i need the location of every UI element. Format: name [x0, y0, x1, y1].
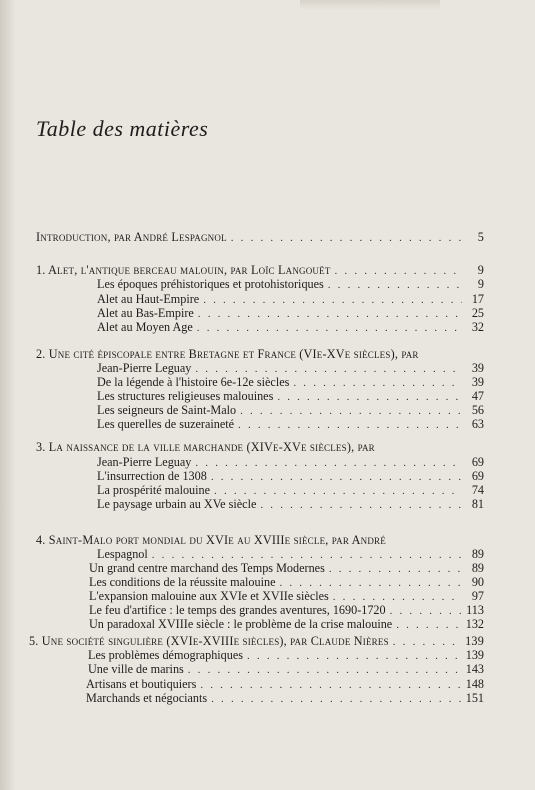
- toc-entry: [97, 417, 484, 432]
- toc-page-number: 74: [471, 483, 484, 497]
- leader-dots: [195, 362, 462, 376]
- toc-entry-title: Les problèmes démographiques: [88, 648, 244, 662]
- leader-dots: [195, 456, 462, 470]
- chapter-heading-4: 4. Saint-Malo port mondial du XVIe au XVIIIe siècle, par André: [36, 533, 386, 547]
- leader-dots: [240, 404, 462, 418]
- toc-page-number: 151: [465, 691, 484, 705]
- toc-entry-title: Les conditions de la réussite malouine: [89, 575, 276, 589]
- toc-entry-title: Les époques préhistoriques et protohistoriques: [97, 277, 324, 291]
- page-top-bleed: [300, 0, 440, 10]
- toc-entry-title: Les structures religieuses malouines: [97, 389, 274, 403]
- leader-dots: [280, 576, 463, 590]
- leader-dots: [214, 484, 462, 498]
- toc-entry-title: L'expansion malouine aux XVIe et XVIIe siècles: [89, 589, 329, 603]
- toc-entry-title: De la légende à l'histoire 6e-12e siècles: [97, 375, 290, 389]
- chapter-heading-3: 3. La naissance de la ville marchande (XIVe-XVe siècles), par: [36, 440, 375, 454]
- toc-page-number: 139: [465, 634, 484, 648]
- toc-page-number: 56: [471, 403, 484, 417]
- toc-page-number: 139: [465, 648, 484, 662]
- leader-dots: [211, 470, 462, 484]
- toc-page-number: 47: [471, 389, 484, 403]
- toc-page-number: 69: [471, 455, 484, 469]
- leader-dots: [203, 293, 462, 307]
- toc-entry: [97, 277, 484, 292]
- toc-page-number: 143: [465, 662, 484, 676]
- toc-entry-title: Le paysage urbain au XVe siècle: [97, 497, 257, 511]
- chapter-title: 1. Alet, l'antique berceau malouin, par Loïc Langouët: [36, 263, 331, 277]
- toc-entry-title: Un paradoxal XVIIIe siècle : le problème de la crise malouine: [89, 617, 393, 631]
- leader-dots: [393, 635, 461, 649]
- leader-dots: [260, 498, 462, 512]
- toc-entry-title: Les seigneurs de Saint-Malo: [97, 403, 237, 417]
- toc-entry: [86, 691, 484, 706]
- toc-page-number: 9: [477, 263, 484, 277]
- toc-page-number: 69: [471, 469, 484, 483]
- toc-page-number: 148: [465, 677, 484, 691]
- toc-entry: [97, 403, 484, 418]
- leader-dots: [198, 307, 462, 321]
- toc-entry: [89, 561, 484, 576]
- toc-entry: [97, 389, 484, 404]
- page-title: Table des matières: [36, 116, 209, 141]
- toc-entry-title: Une ville de marins: [88, 662, 184, 676]
- leader-dots: [152, 548, 462, 562]
- toc-entry: [88, 648, 484, 663]
- chapter-heading-author: [97, 361, 484, 376]
- leader-dots: [293, 376, 462, 390]
- toc-entry-title: Alet au Bas-Empire: [97, 306, 194, 320]
- toc-page-number: 25: [471, 306, 484, 320]
- toc-page-number: 90: [471, 575, 484, 589]
- toc-entry: [97, 306, 484, 321]
- leader-dots: [211, 692, 462, 706]
- leader-dots: [188, 663, 462, 677]
- toc-entry-title: Un grand centre marchand des Temps Modernes: [89, 561, 325, 575]
- chapter-author: Jean-Pierre Leguay: [97, 361, 192, 375]
- toc-entry: [89, 589, 484, 604]
- leader-dots: [277, 390, 462, 404]
- chapter-heading-author: [97, 547, 484, 562]
- toc-entry-title: L'insurrection de 1308: [97, 469, 207, 483]
- toc-page-number: 17: [471, 292, 484, 306]
- toc-page-number: 9: [477, 277, 484, 291]
- leader-dots: [200, 678, 461, 692]
- toc-page-number: 5: [477, 230, 484, 244]
- toc-entry-introduction: [36, 230, 484, 245]
- toc-page-number: 89: [471, 547, 484, 561]
- leader-dots: [333, 590, 462, 604]
- toc-entry: [88, 662, 484, 677]
- toc-page-number: 39: [471, 361, 484, 375]
- chapter-author: Jean-Pierre Leguay: [97, 455, 192, 469]
- toc-entry-title: Le feu d'artifice : le temps des grandes aventures, 1690-1720: [89, 603, 386, 617]
- toc-page-number: 32: [471, 320, 484, 334]
- toc-entry-title: Marchands et négociants: [86, 691, 208, 705]
- toc-entry-title: Alet au Haut-Empire: [97, 292, 200, 306]
- toc-entry: [97, 320, 484, 335]
- toc-entry-title: Les querelles de suzeraineté: [97, 417, 235, 431]
- leader-dots: [238, 418, 462, 432]
- toc-entry: [86, 677, 484, 692]
- chapter-heading-author: [97, 455, 484, 470]
- leader-dots: [247, 649, 462, 663]
- leader-dots: [231, 231, 462, 245]
- toc-entry-title: Artisans et boutiquiers: [86, 677, 197, 691]
- leader-dots: [329, 562, 462, 576]
- toc-entry: [97, 375, 484, 390]
- chapter-heading-1: [36, 263, 484, 278]
- toc-entry: [97, 292, 484, 307]
- chapter-heading-2: 2. Une cité épiscopale entre Bretagne et France (VIe-XVe siècles), par: [36, 347, 419, 361]
- toc-page-number: 132: [465, 617, 484, 631]
- toc-entry: [89, 575, 484, 590]
- leader-dots: [396, 618, 462, 632]
- leader-dots: [335, 264, 462, 278]
- leader-dots: [390, 604, 462, 618]
- toc-entry-title: Introduction, par André Lespagnol: [36, 230, 227, 244]
- page-binding-shadow: [0, 0, 14, 790]
- toc-page-number: 113: [466, 603, 484, 617]
- toc-entry: [97, 483, 484, 498]
- toc-entry: [97, 497, 484, 512]
- toc-page-number: 39: [471, 375, 484, 389]
- toc-page-number: 97: [471, 589, 484, 603]
- leader-dots: [197, 321, 462, 335]
- chapter-author: Lespagnol: [97, 547, 148, 561]
- toc-entry-title: Alet au Moyen Age: [97, 320, 193, 334]
- toc-entry: [89, 617, 484, 632]
- toc-entry-title: La prospérité malouine: [97, 483, 211, 497]
- toc-entry: [89, 603, 484, 618]
- chapter-heading-5: [29, 634, 484, 649]
- toc-page-number: 89: [471, 561, 484, 575]
- toc-entry: [97, 469, 484, 484]
- chapter-title: 5. Une société singulière (XVIe-XVIIIe siècles), par Claude Nières: [29, 634, 389, 648]
- toc-page-number: 63: [471, 417, 484, 431]
- toc-page-number: 81: [471, 497, 484, 511]
- leader-dots: [328, 278, 462, 292]
